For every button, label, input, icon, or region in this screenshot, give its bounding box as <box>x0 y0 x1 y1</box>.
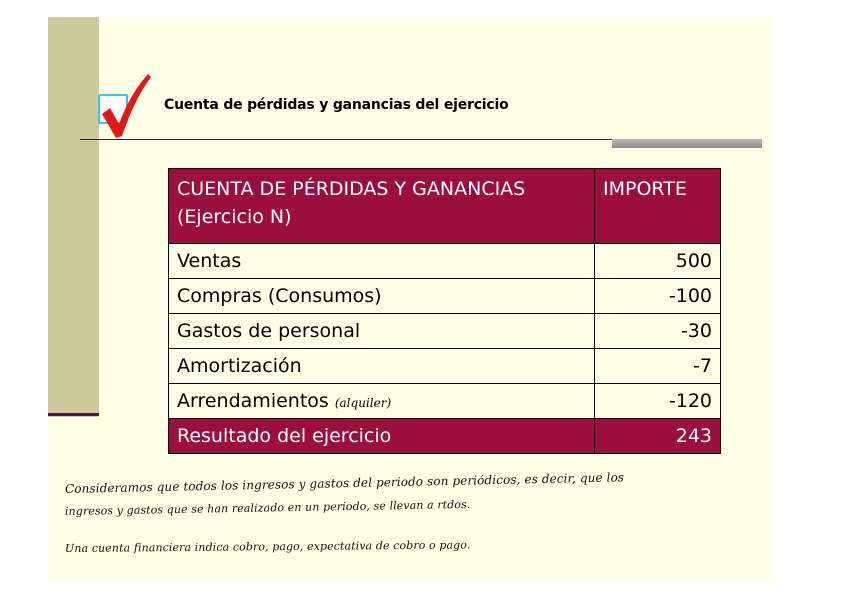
table-row <box>169 314 721 349</box>
row-amount: -30 <box>595 314 721 349</box>
row-concept: Gastos de personal <box>169 314 595 349</box>
row-amount: -120 <box>595 384 721 419</box>
handwritten-note-line-2: ingresos y gastos que se han realizado en un periodo, se llevan a rtdos. <box>64 497 471 518</box>
table-header-row <box>169 169 721 244</box>
table-row <box>169 349 721 384</box>
row-concept: Ventas <box>169 244 595 279</box>
result-amount: 243 <box>595 419 721 454</box>
handwritten-note-alquiler: (alquiler) <box>334 396 392 410</box>
row-concept: Amortización <box>169 349 595 384</box>
result-concept: Resultado del ejercicio <box>169 419 595 454</box>
sidebar-decoration <box>48 17 99 417</box>
gray-accent-bar <box>612 139 762 148</box>
table-row <box>169 244 721 279</box>
checkmark-icon <box>100 72 152 140</box>
row-amount: 500 <box>595 244 721 279</box>
handwritten-note-line-1: Consideramos que todos los ingresos y gastos del periodo son periódicos, es decir, que los <box>64 470 625 496</box>
row-concept-with-note <box>169 384 595 419</box>
table-row <box>169 279 721 314</box>
header-concept <box>169 169 595 244</box>
table-row <box>169 384 721 419</box>
handwritten-note-line-3: Una cuenta financiera indica cobro, pago, expectativa de cobro o pago. <box>64 538 471 555</box>
row-concept: Compras (Consumos) <box>169 279 595 314</box>
row-amount: -7 <box>595 349 721 384</box>
result-row <box>169 419 721 454</box>
sidebar-divider <box>48 413 99 416</box>
header-concept-period: (Ejercicio N) <box>177 206 292 228</box>
row-amount: -100 <box>595 279 721 314</box>
slide-heading: Cuenta de pérdidas y ganancias del ejercicio <box>164 97 509 113</box>
header-amount: IMPORTE <box>595 169 721 244</box>
row-concept: Arrendamientos <box>177 390 329 412</box>
header-concept-title: CUENTA DE PÉRDIDAS Y GANANCIAS <box>177 178 526 200</box>
profit-loss-table <box>168 168 721 454</box>
